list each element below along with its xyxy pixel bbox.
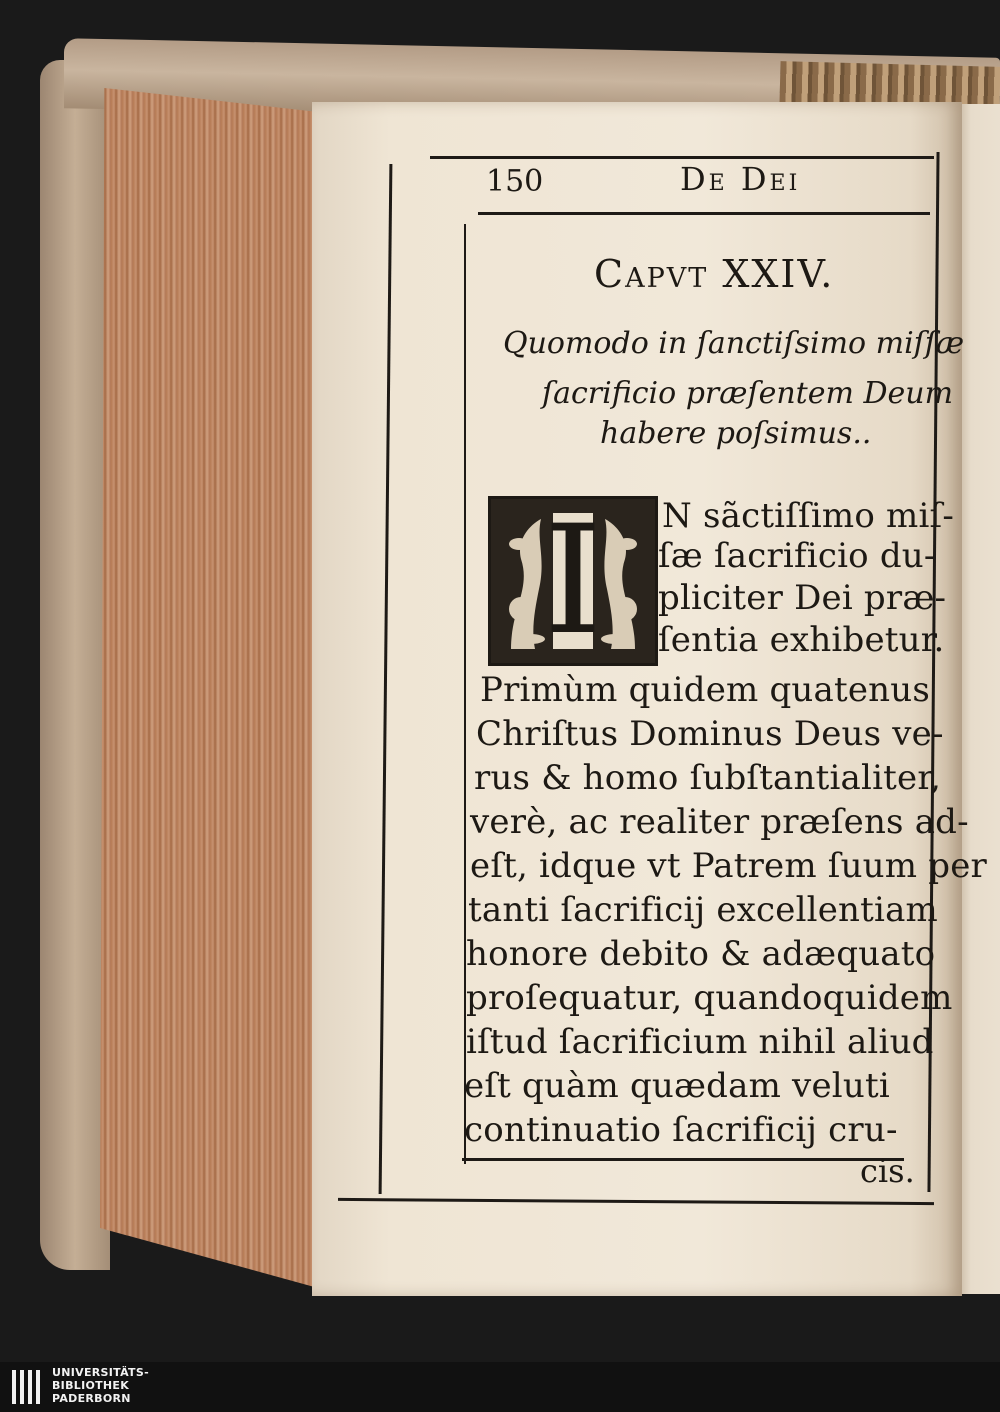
body-line: N sãctiſſimo miſ- (662, 496, 955, 536)
head-rule (478, 212, 930, 215)
library-footer (0, 1362, 1000, 1412)
page-fore-edge (100, 88, 318, 1288)
body-line: pliciter Dei præ- (658, 578, 947, 618)
catchword: cis. (860, 1152, 915, 1190)
body-line: ſentia exhibetur. (658, 620, 945, 660)
body-line: continuatio ſacrificij cru- (464, 1110, 898, 1150)
chapter-heading: Capvt XXIV. (594, 252, 835, 296)
library-name-line: UNIVERSITÄTS- (52, 1366, 149, 1379)
body-line: Primùm quidem quatenus (480, 670, 931, 710)
body-line: rus & homo ſubſtantialiter, (474, 758, 942, 798)
library-name-line: BIBLIOTHEK (52, 1379, 130, 1392)
frame-top (430, 156, 934, 159)
chapter-subtitle-line: ſacrificio præſentem Deum (542, 376, 954, 411)
body-line: ſæ ſacrificio du- (658, 536, 936, 576)
chapter-subtitle-line: habere poſsimus.. (600, 416, 872, 451)
page-number: 150 (486, 164, 544, 199)
text-bottom-rule (462, 1158, 904, 1161)
body-line: proſequatur, quandoquidem (466, 978, 953, 1018)
body-line: Chriſtus Dominus Deus ve- (476, 714, 944, 754)
library-name (52, 1366, 149, 1405)
library-name-line: PADERBORN (52, 1392, 131, 1405)
running-title: De Dei (680, 160, 801, 198)
library-logo-icon (10, 1368, 44, 1406)
body-line: eſt, idque vt Patrem ſuum per (470, 846, 987, 886)
book-cover-left (40, 60, 110, 1270)
body-line: tanti ſacrificij excellentiam (468, 890, 938, 930)
decorated-initial (488, 496, 658, 666)
body-line: honore debito & adæquato (466, 934, 936, 974)
initial-letter: I (543, 496, 603, 666)
body-line: verè, ac realiter præſens ad- (470, 802, 969, 842)
body-line: eſt quàm quædam veluti (464, 1066, 890, 1106)
chapter-subtitle-line: Quomodo in ſanctiſsimo miſſæ (503, 326, 965, 361)
body-line: iſtud ſacrificium nihil aliud (466, 1022, 934, 1062)
